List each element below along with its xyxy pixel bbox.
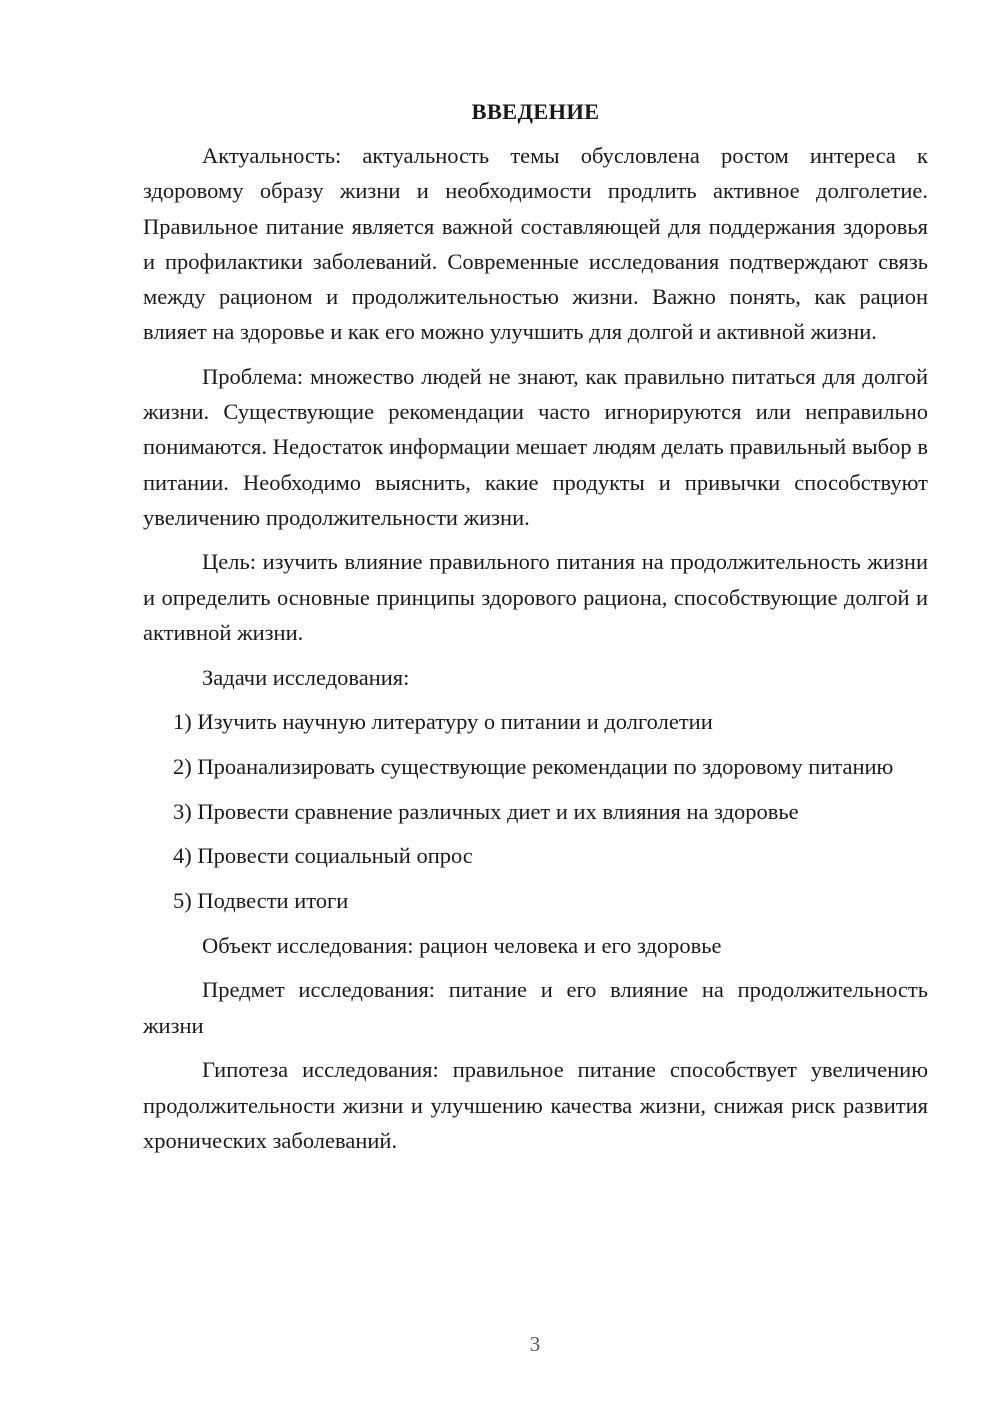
- task-item-5: 5) Подвести итоги: [173, 888, 349, 914]
- tasks-heading: Задачи исследования:: [202, 664, 410, 690]
- task-item-4: 4) Провести социальный опрос: [173, 843, 473, 869]
- goal-paragraph: Цель: изучить влияние правильного питания на продолжительность жизни и определить основные принципы здорового рациона, способствующие долгой и активной жизни.: [143, 549, 928, 645]
- relevance-paragraph: Актуальность: актуальность темы обусловлена ростом интереса к здоровому образу жизни и необходимости продлить активное долголетие. Правильное питание является важной составляющей для поддержания здоровья и профилактики заболеваний. Современные исследования подтверждают связь между рационом и продолжительностью жизни. Важно понять, как рацион влияет на здоровье и как его можно улучшить для долгой и активной жизни.: [143, 143, 928, 345]
- research-hypothesis: Гипотеза исследования: правильное питание способствует увеличению продолжительности жизни и улучшению качества жизни, снижая риск развития хронических заболеваний.: [143, 1057, 928, 1153]
- task-item-2: 2) Проанализировать существующие рекомендации по здоровому питанию: [173, 753, 894, 779]
- section-title: ВВЕДЕНИЕ: [471, 99, 600, 124]
- page-number: 3: [529, 1332, 541, 1356]
- task-item-3: 3) Провести сравнение различных диет и их влияния на здоровье: [173, 798, 799, 824]
- research-object: Объект исследования: рацион человека и его здоровье: [202, 932, 722, 958]
- research-subject: Предмет исследования: питание и его влияние на продолжительность жизни: [143, 977, 928, 1038]
- document-body: [143, 94, 928, 1167]
- task-item-1: 1) Изучить научную литературу о питании и долголетии: [173, 709, 713, 735]
- problem-paragraph: Проблема: множество людей не знают, как правильно питаться для долгой жизни. Существующие рекомендации часто игнорируются или неправильно понимаются. Недостаток информации мешает людям делать правильный выбор в питании. Необходимо выяснить, какие продукты и привычки способствуют увеличению продолжительности жизни.: [143, 363, 928, 530]
